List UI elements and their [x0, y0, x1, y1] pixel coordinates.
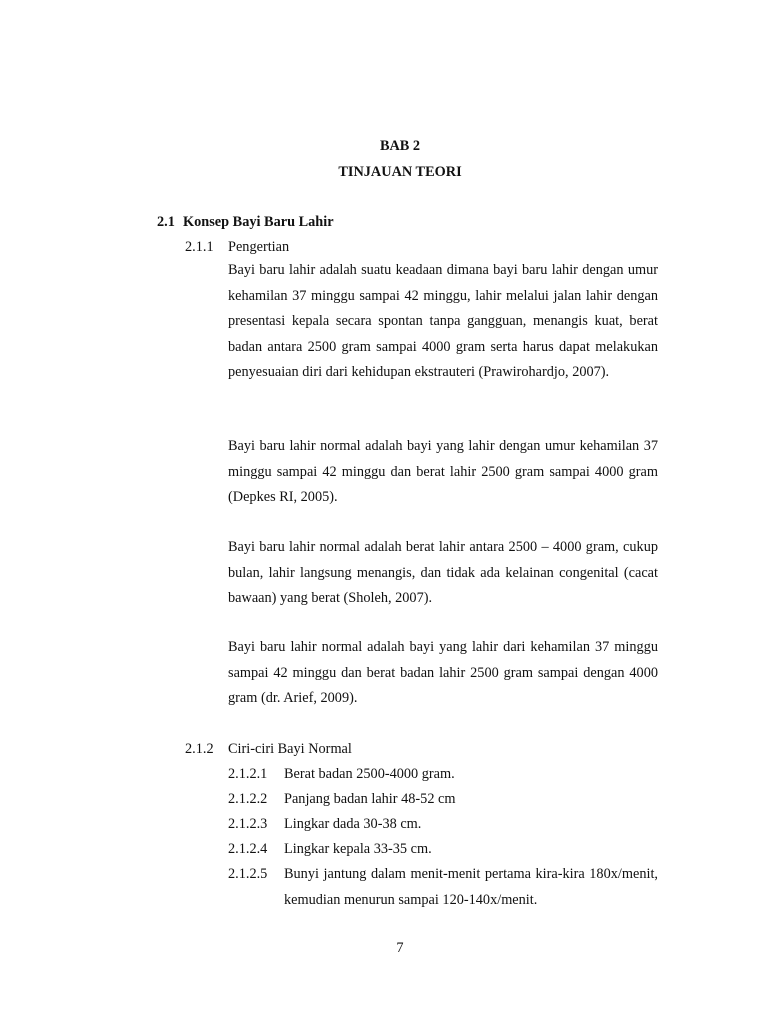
subsection-number: 2.1.2 [185, 741, 214, 757]
list-item [228, 862, 658, 913]
section-heading [157, 214, 334, 231]
list-item [228, 841, 658, 858]
paragraph-4: Bayi baru lahir normal adalah bayi yang lahir dari kehamilan 37 minggu sampai 42 minggu dan berat badan lahir 2500 gram sampai dengan 4000 gram (dr. Arief, 2009). [228, 639, 658, 706]
chapter-number: BAB 2 [379, 138, 421, 154]
list-item [228, 791, 658, 808]
list-item-number: 2.1.2.2 [228, 791, 268, 807]
subsection-title: Pengertian [228, 239, 290, 255]
subsection-heading-2 [185, 741, 352, 758]
paragraph-2: Bayi baru lahir normal adalah bayi yang lahir dengan umur kehamilan 37 minggu sampai 42 minggu dan berat lahir 2500 gram sampai 4000 gram (Depkes RI, 2005). [228, 438, 658, 505]
chapter-title: TINJAUAN TEORI [338, 164, 462, 180]
list-item-text: Bunyi jantung dalam menit-menit pertama kira-kira 180x/menit, kemudian menurun sampai 120-140x/menit. [284, 866, 658, 908]
paragraph-1: Bayi baru lahir adalah suatu keadaan dimana bayi baru lahir dengan umur kehamilan 37 minggu sampai 42 minggu, lahir melalui jalan lahir dengan presentasi kepala secara spontan tanpa gangguan, menangis kuat, berat badan antara 2500 gram sampai 4000 gram serta harus dapat melakukan penyesuaian diri dari kehidupan ekstrauteri (Prawirohardjo, 2007). [228, 262, 658, 380]
list-item-text: Lingkar dada 30-38 cm. [284, 816, 422, 832]
list-item [228, 766, 658, 783]
list-item-number: 2.1.2.5 [228, 866, 268, 882]
subsection-number: 2.1.1 [185, 239, 214, 255]
list-item-number: 2.1.2.4 [228, 841, 268, 857]
list-item-text: Panjang badan lahir 48-52 cm [284, 791, 456, 807]
list-item-number: 2.1.2.1 [228, 766, 268, 782]
section-title: Konsep Bayi Baru Lahir [183, 214, 334, 230]
list-item-text: Berat badan 2500-4000 gram. [284, 766, 455, 782]
paragraph-3: Bayi baru lahir normal adalah berat lahir antara 2500 – 4000 gram, cukup bulan, lahir langsung menangis, dan tidak ada kelainan congenital (cacat bawaan) yang berat (Sholeh, 2007). [228, 539, 658, 606]
list-item-number: 2.1.2.3 [228, 816, 268, 832]
subsection-title: Ciri-ciri Bayi Normal [228, 741, 352, 757]
subsection-heading-1 [185, 239, 289, 256]
list-item-text: Lingkar kepala 33-35 cm. [284, 841, 432, 857]
page-number: 7 [396, 940, 404, 956]
list-item [228, 816, 658, 833]
section-number: 2.1 [157, 214, 175, 230]
